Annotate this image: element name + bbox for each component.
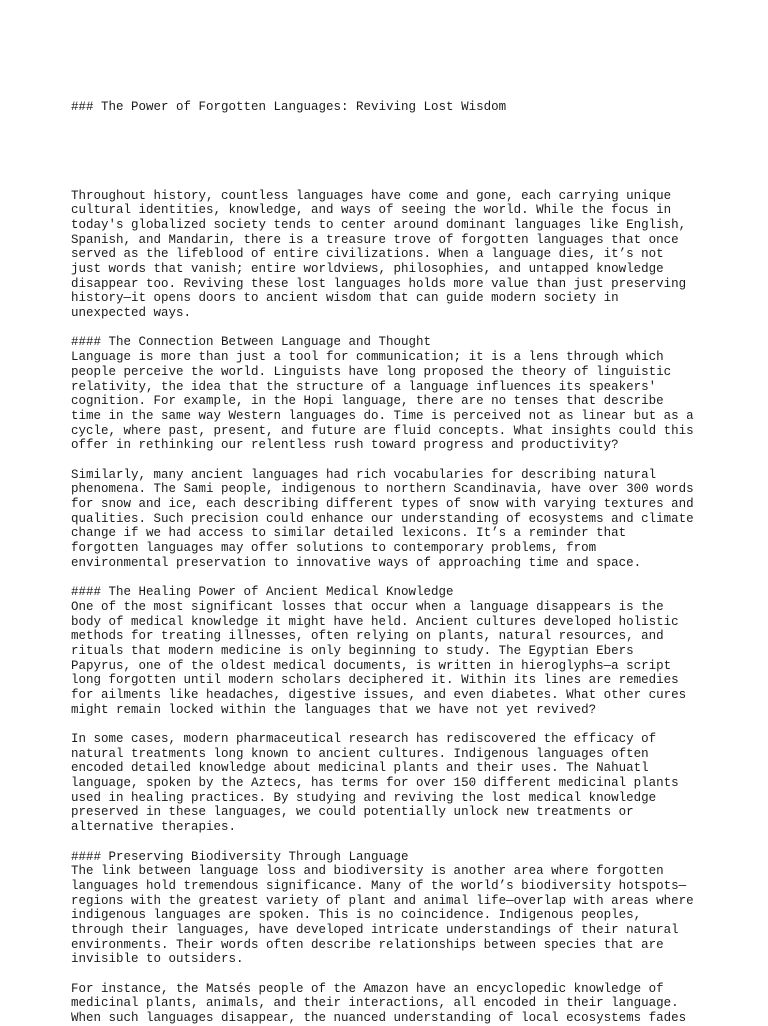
paragraph (71, 732, 711, 835)
paragraph-line: environmental preservation to innovative ways of approaching time and space. (71, 555, 642, 570)
paragraph-line: regions with the greatest variety of plant and animal life—overlap with areas where (71, 893, 694, 908)
paragraph-line: natural treatments long known to ancient cultures. Indigenous languages often (71, 746, 649, 761)
paragraph-line: environments. Their words often describe relationships between species that are (71, 937, 664, 952)
paragraph-line: used in healing practices. By studying and reviving the lost medical knowledge (71, 790, 657, 805)
paragraph-line: medicinal plants, animals, and their interactions, all encoded in their language. (71, 996, 679, 1011)
spacer (71, 321, 711, 336)
document-body (71, 71, 711, 1026)
paragraph-line: Throughout history, countless languages have come and gone, each carrying unique (71, 188, 672, 203)
section-heading: #### Preserving Biodiversity Through Language (71, 849, 409, 864)
paragraph-line: cultural identities, knowledge, and ways of seeing the world. While the focus in (71, 203, 672, 218)
paragraph (71, 468, 711, 571)
spacer (71, 453, 711, 468)
paragraph-line: time in the same way Western languages do. Time is perceived not as linear but as a (71, 408, 694, 423)
paragraph (71, 864, 711, 967)
paragraph-line: served as the lifeblood of entire civilizations. When a language dies, it’s not (71, 247, 664, 262)
paragraph-line: preserved in these languages, we could potentially unlock new treatments or (71, 805, 634, 820)
paragraph-line: long forgotten until modern scholars deciphered it. Within its lines are remedies (71, 673, 679, 688)
paragraph-line: just words that vanish; entire worldviews, philosophies, and untapped knowledge (71, 262, 664, 277)
paragraph-line: Spanish, and Mandarin, there is a treasure trove of forgotten languages that once (71, 232, 679, 247)
paragraph-line: for ailments like headaches, digestive issues, and even diabetes. What other cures (71, 687, 687, 702)
paragraph-line: through their languages, have developed intricate understandings of their natural (71, 922, 679, 937)
paragraph-line: body of medical knowledge it might have held. Ancient cultures developed holistic (71, 614, 679, 629)
spacer (71, 967, 711, 982)
spacer (71, 570, 711, 585)
paragraph-line: Papyrus, one of the oldest medical documents, is written in hieroglyphs—a script (71, 658, 672, 673)
paragraph (71, 189, 711, 321)
paragraph-line: alternative therapies. (71, 820, 237, 835)
paragraph-line: change if we had access to similar detailed lexicons. It’s a reminder that (71, 526, 627, 541)
paragraph-line: encoded detailed knowledge about medicinal plants and their uses. The Nahuatl (71, 761, 649, 776)
paragraph-line: language, spoken by the Aztecs, has terms for over 150 different medicinal plants (71, 776, 679, 791)
section-heading: #### The Connection Between Language and Thought (71, 335, 432, 350)
paragraph-line: might remain locked within the languages that we have not yet revived? (71, 702, 597, 717)
paragraph-line: indigenous languages are spoken. This is no coincidence. Indigenous peoples, (71, 908, 642, 923)
paragraph-line: methods for treating illnesses, often relying on plants, natural resources, and (71, 629, 664, 644)
paragraph-line: invisible to outsiders. (71, 952, 244, 967)
spacer (71, 717, 711, 732)
paragraph-line: people perceive the world. Linguists have long proposed the theory of linguistic (71, 364, 672, 379)
spacer (71, 835, 711, 850)
paragraph-line: When such languages disappear, the nuanced understanding of local ecosystems fades (71, 1011, 687, 1026)
paragraph-line: forgotten languages may offer solutions to contemporary problems, from (71, 541, 597, 556)
paragraph (71, 600, 711, 718)
paragraph-line: languages hold tremendous significance. Many of the world’s biodiversity hotspots— (71, 878, 687, 893)
paragraph (71, 350, 711, 453)
paragraph-line: today's globalized society tends to center around dominant languages like English, (71, 217, 687, 232)
paragraph-line: disappear too. Reviving these lost languages holds more value than just preserving (71, 276, 687, 291)
paragraph-line: Similarly, many ancient languages had rich vocabularies for describing natural (71, 467, 657, 482)
document-title: ### The Power of Forgotten Languages: Reviving Lost Wisdom (71, 100, 507, 115)
paragraph-line: relativity, the idea that the structure of a language influences its speakers' (71, 379, 657, 394)
paragraph-line: One of the most significant losses that occur when a language disappears is the (71, 599, 664, 614)
spacer (71, 145, 711, 160)
paragraph-line: Language is more than just a tool for communication; it is a lens through which (71, 350, 664, 365)
paragraph-line: The link between language loss and biodiversity is another area where forgotten (71, 864, 664, 879)
paragraph-line: rituals that modern medicine is only beginning to study. The Egyptian Ebers (71, 643, 634, 658)
paragraph-line: cognition. For example, in the Hopi language, there are no tenses that describe (71, 394, 664, 409)
paragraph-line: For instance, the Matsés people of the Amazon have an encyclopedic knowledge of (71, 981, 664, 996)
paragraph-line: cycle, where past, present, and future are fluid concepts. What insights could this (71, 423, 694, 438)
paragraph-line: unexpected ways. (71, 306, 192, 321)
paragraph-line: qualities. Such precision could enhance our understanding of ecosystems and climate (71, 511, 694, 526)
paragraph-line: offer in rethinking our relentless rush toward progress and productivity? (71, 438, 619, 453)
section-heading: #### The Healing Power of Ancient Medical Knowledge (71, 585, 454, 600)
paragraph-line: for snow and ice, each describing different types of snow with varying textures and (71, 497, 694, 512)
paragraph-line: In some cases, modern pharmaceutical research has rediscovered the efficacy of (71, 732, 657, 747)
paragraph (71, 982, 711, 1026)
paragraph-line: phenomena. The Sami people, indigenous to northern Scandinavia, have over 300 words (71, 482, 694, 497)
paragraph-line: history—it opens doors to ancient wisdom that can guide modern society in (71, 291, 619, 306)
